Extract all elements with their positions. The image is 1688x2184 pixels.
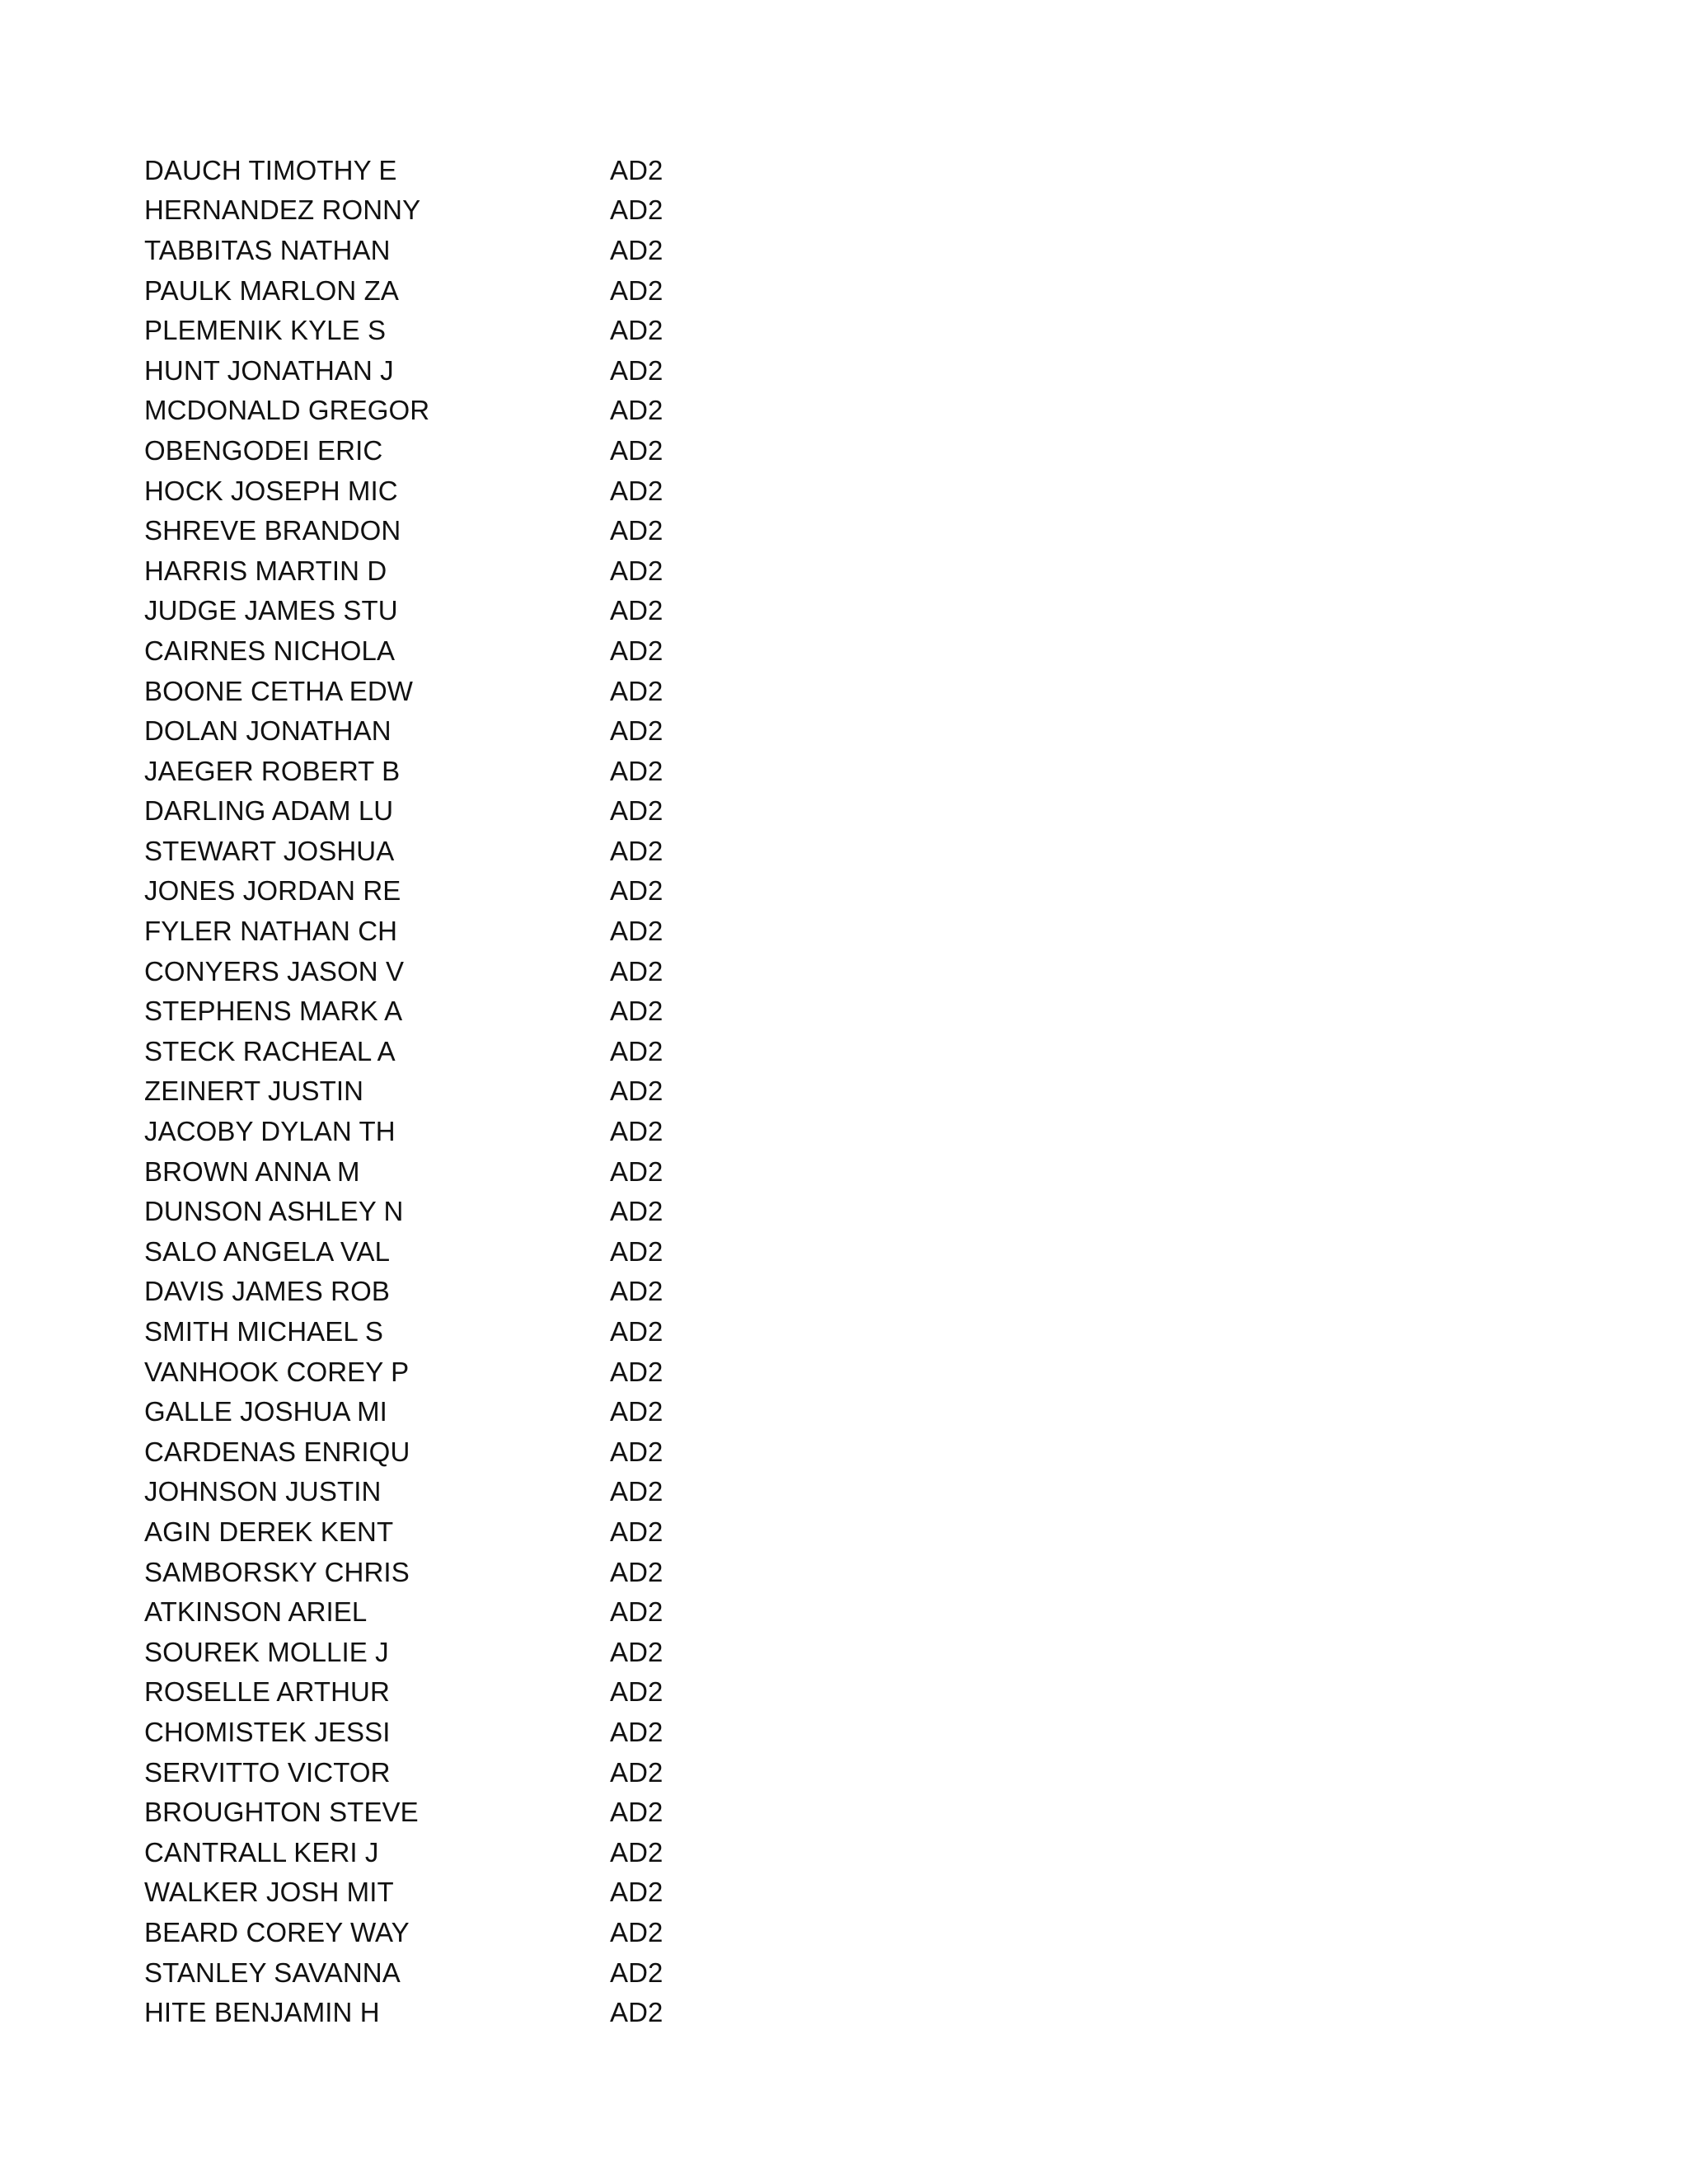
person-name: STEWART JOSHUA [144,835,395,866]
list-item [144,1352,721,1392]
list-item [144,510,721,551]
person-name: JAEGER ROBERT B [144,755,401,786]
rank-code: AD2 [610,395,663,426]
person-name: SERVITTO VICTOR [144,1756,391,1788]
list-item [144,911,721,951]
list-item [144,1231,721,1272]
rank-code: AD2 [610,515,663,546]
list-item [144,1952,721,1993]
person-name: JONES JORDAN RE [144,875,401,907]
rank-code: AD2 [610,595,663,626]
list-item [144,1591,721,1632]
rank-code: AD2 [610,1196,663,1227]
list-item [144,310,721,350]
rank-code: AD2 [610,675,663,706]
list-item [144,150,721,190]
rank-code: AD2 [610,1797,663,1828]
person-name: JUDGE JAMES STU [144,595,398,626]
person-name: BEARD COREY WAY [144,1916,410,1947]
rank-code: AD2 [610,835,663,866]
person-name: FYLER NATHAN CH [144,916,398,947]
list-item [144,831,721,871]
rank-code: AD2 [610,1235,663,1267]
person-name: CONYERS JASON V [144,955,405,987]
list-item [144,1712,721,1752]
rank-code: AD2 [610,315,663,346]
rank-code: AD2 [610,1076,663,1107]
person-name: DAVIS JAMES ROB [144,1276,390,1307]
rank-code: AD2 [610,1276,663,1307]
rank-code: AD2 [610,755,663,786]
person-name: DOLAN JONATHAN [144,715,392,747]
person-name: GALLE JOSHUA MI [144,1396,387,1427]
rank-code: AD2 [610,635,663,666]
list-item [144,710,721,751]
rank-code: AD2 [610,715,663,747]
list-item [144,1472,721,1512]
rank-code: AD2 [610,795,663,827]
rank-code: AD2 [610,1836,663,1868]
roster-list [144,150,721,2032]
list-item [144,991,721,1031]
person-name: BOONE CETHA EDW [144,675,414,706]
rank-code: AD2 [610,555,663,586]
rank-code: AD2 [610,1877,663,1908]
rank-code: AD2 [610,955,663,987]
person-name: DAUCH TIMOTHY E [144,154,397,185]
person-name: CHOMISTEK JESSI [144,1716,391,1747]
list-item [144,1391,721,1432]
person-name: ROSELLE ARTHUR [144,1676,390,1708]
list-item [144,471,721,511]
list-item [144,1511,721,1552]
rank-code: AD2 [610,1957,663,1988]
person-name: STECK RACHEAL A [144,1035,396,1066]
list-item [144,1071,721,1112]
person-name: AGIN DEREK KENT [144,1516,394,1547]
rank-code: AD2 [610,154,663,185]
person-name: SOUREK MOLLIE J [144,1636,389,1667]
person-name: PLEMENIK KYLE S [144,315,387,346]
list-item [144,951,721,991]
rank-code: AD2 [610,1356,663,1387]
list-item [144,791,721,832]
list-item [144,1272,721,1312]
person-name: BROUGHTON STEVE [144,1797,419,1828]
list-item [144,1872,721,1913]
list-item [144,1191,721,1231]
rank-code: AD2 [610,1997,663,2028]
list-item [144,1912,721,1952]
list-item [144,671,721,711]
person-name: SMITH MICHAEL S [144,1316,383,1347]
person-name: PAULK MARLON ZA [144,274,399,306]
person-name: SHREVE BRANDON [144,515,401,546]
rank-code: AD2 [610,1155,663,1187]
person-name: DUNSON ASHLEY N [144,1196,404,1227]
person-name: HERNANDEZ RONNY [144,194,421,226]
list-item [144,1832,721,1872]
person-name: BROWN ANNA M [144,1155,360,1187]
rank-code: AD2 [610,1396,663,1427]
person-name: JOHNSON JUSTIN [144,1476,382,1507]
list-item [144,430,721,471]
rank-code: AD2 [610,274,663,306]
rank-code: AD2 [610,996,663,1027]
list-item [144,1672,721,1713]
rank-code: AD2 [610,1636,663,1667]
person-name: ZEINERT JUSTIN [144,1076,364,1107]
person-name: STANLEY SAVANNA [144,1957,401,1988]
rank-code: AD2 [610,475,663,506]
list-item [144,391,721,431]
list-item [144,1792,721,1832]
rank-code: AD2 [610,1716,663,1747]
person-name: TABBITAS NATHAN [144,234,391,265]
person-name: CAIRNES NICHOLA [144,635,396,666]
rank-code: AD2 [610,875,663,907]
list-item [144,1311,721,1352]
rank-code: AD2 [610,1116,663,1147]
rank-code: AD2 [610,1436,663,1467]
rank-code: AD2 [610,434,663,466]
person-name: ATKINSON ARIEL [144,1596,368,1628]
rank-code: AD2 [610,234,663,265]
rank-code: AD2 [610,1596,663,1628]
rank-code: AD2 [610,194,663,226]
list-item [144,350,721,391]
list-item [144,1111,721,1151]
person-name: SAMBORSKY CHRIS [144,1556,410,1587]
rank-code: AD2 [610,1556,663,1587]
list-item [144,1432,721,1472]
rank-code: AD2 [610,1756,663,1788]
person-name: SALO ANGELA VAL [144,1235,391,1267]
rank-code: AD2 [610,916,663,947]
list-item [144,630,721,671]
list-item [144,1151,721,1192]
person-name: VANHOOK COREY P [144,1356,410,1387]
list-item [144,871,721,912]
list-item [144,591,721,631]
list-item [144,1031,721,1071]
person-name: CANTRALL KERI J [144,1836,379,1868]
person-name: DARLING ADAM LU [144,795,394,827]
person-name: JACOBY DYLAN TH [144,1116,396,1147]
rank-code: AD2 [610,1676,663,1708]
person-name: HARRIS MARTIN D [144,555,387,586]
rank-code: AD2 [610,1035,663,1066]
person-name: WALKER JOSH MIT [144,1877,394,1908]
person-name: HUNT JONATHAN J [144,354,394,386]
person-name: CARDENAS ENRIQU [144,1436,410,1467]
list-item [144,1632,721,1672]
rank-code: AD2 [610,354,663,386]
list-item [144,1752,721,1793]
person-name: MCDONALD GREGOR [144,395,430,426]
person-name: HOCK JOSEPH MIC [144,475,398,506]
rank-code: AD2 [610,1316,663,1347]
list-item [144,230,721,270]
list-item [144,270,721,311]
person-name: HITE BENJAMIN H [144,1997,380,2028]
list-item [144,551,721,591]
person-name: OBENGODEI ERIC [144,434,383,466]
list-item [144,751,721,791]
list-item [144,1992,721,2032]
rank-code: AD2 [610,1916,663,1947]
list-item [144,1552,721,1592]
rank-code: AD2 [610,1476,663,1507]
person-name: STEPHENS MARK A [144,996,403,1027]
list-item [144,190,721,231]
rank-code: AD2 [610,1516,663,1547]
